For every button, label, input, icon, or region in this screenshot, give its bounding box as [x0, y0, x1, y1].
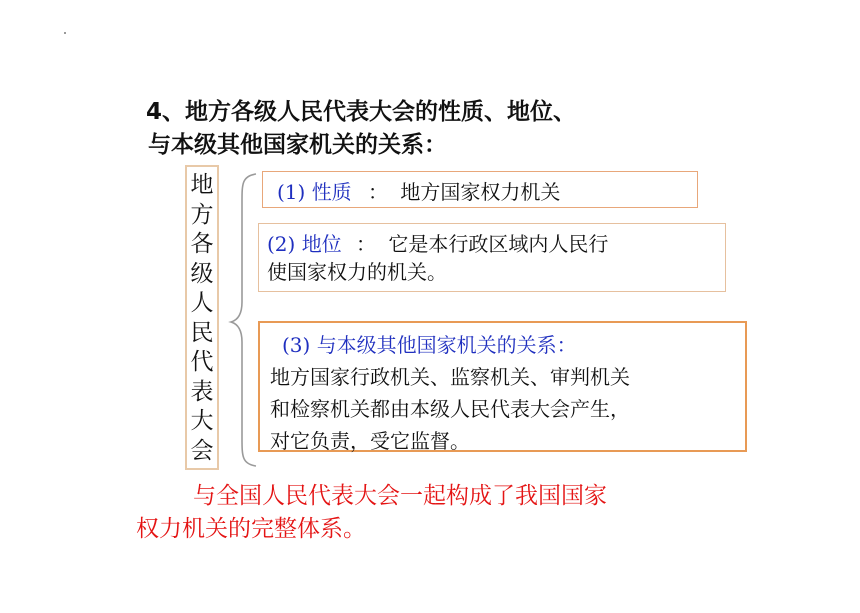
vertical-title-char: 代	[190, 349, 214, 375]
vertical-title-box	[185, 165, 219, 470]
heading-line-2: 与本级其他国家机关的关系：	[148, 132, 447, 158]
vertical-title-char: 会	[190, 437, 214, 464]
vertical-title-char: 地	[190, 172, 214, 198]
vertical-title-char: 人	[190, 290, 214, 316]
item-status-text-1: 它是本行政区域内人民行	[388, 232, 609, 256]
item-status-box	[258, 223, 726, 292]
conclusion-text	[136, 480, 607, 546]
item-relation-text-3: 对它负责，受它监督。	[270, 429, 470, 453]
vertical-title-char: 表	[190, 378, 214, 405]
item-relation-text-2: 和检察机关都由本级人民代表大会产生，	[270, 397, 630, 421]
conclusion-line-2: 权力机关的完整体系。	[136, 516, 366, 542]
item-status-sep: ：	[356, 232, 377, 256]
item-status-label: (2) 地位	[267, 232, 342, 256]
section-heading	[146, 96, 576, 162]
vertical-title-char: 级	[190, 260, 214, 287]
item-nature-text: 地方国家权力机关	[400, 180, 561, 204]
item-nature-label: (1) 性质	[277, 180, 352, 204]
vertical-title-char: 民	[190, 319, 214, 346]
stray-dot	[64, 32, 66, 34]
item-relation-label: (3) 与本级其他国家机关的关系：	[282, 333, 577, 357]
item-relation-text-1: 地方国家行政机关、监察机关、审判机关	[270, 365, 630, 389]
vertical-title-char: 各	[190, 231, 214, 257]
item-nature-sep: ：	[368, 180, 389, 204]
vertical-title-char: 大	[190, 408, 214, 434]
curly-brace	[228, 172, 260, 468]
item-relation-box	[258, 321, 747, 452]
heading-line-1: 4、地方各级人民代表大会的性质、地位、	[146, 99, 577, 125]
item-status-text-2: 使国家权力的机关。	[267, 260, 447, 284]
vertical-title-char: 方	[190, 201, 214, 228]
item-nature-box	[262, 171, 698, 208]
conclusion-line-1: 与全国人民代表大会一起构成了我国国家	[193, 483, 607, 509]
